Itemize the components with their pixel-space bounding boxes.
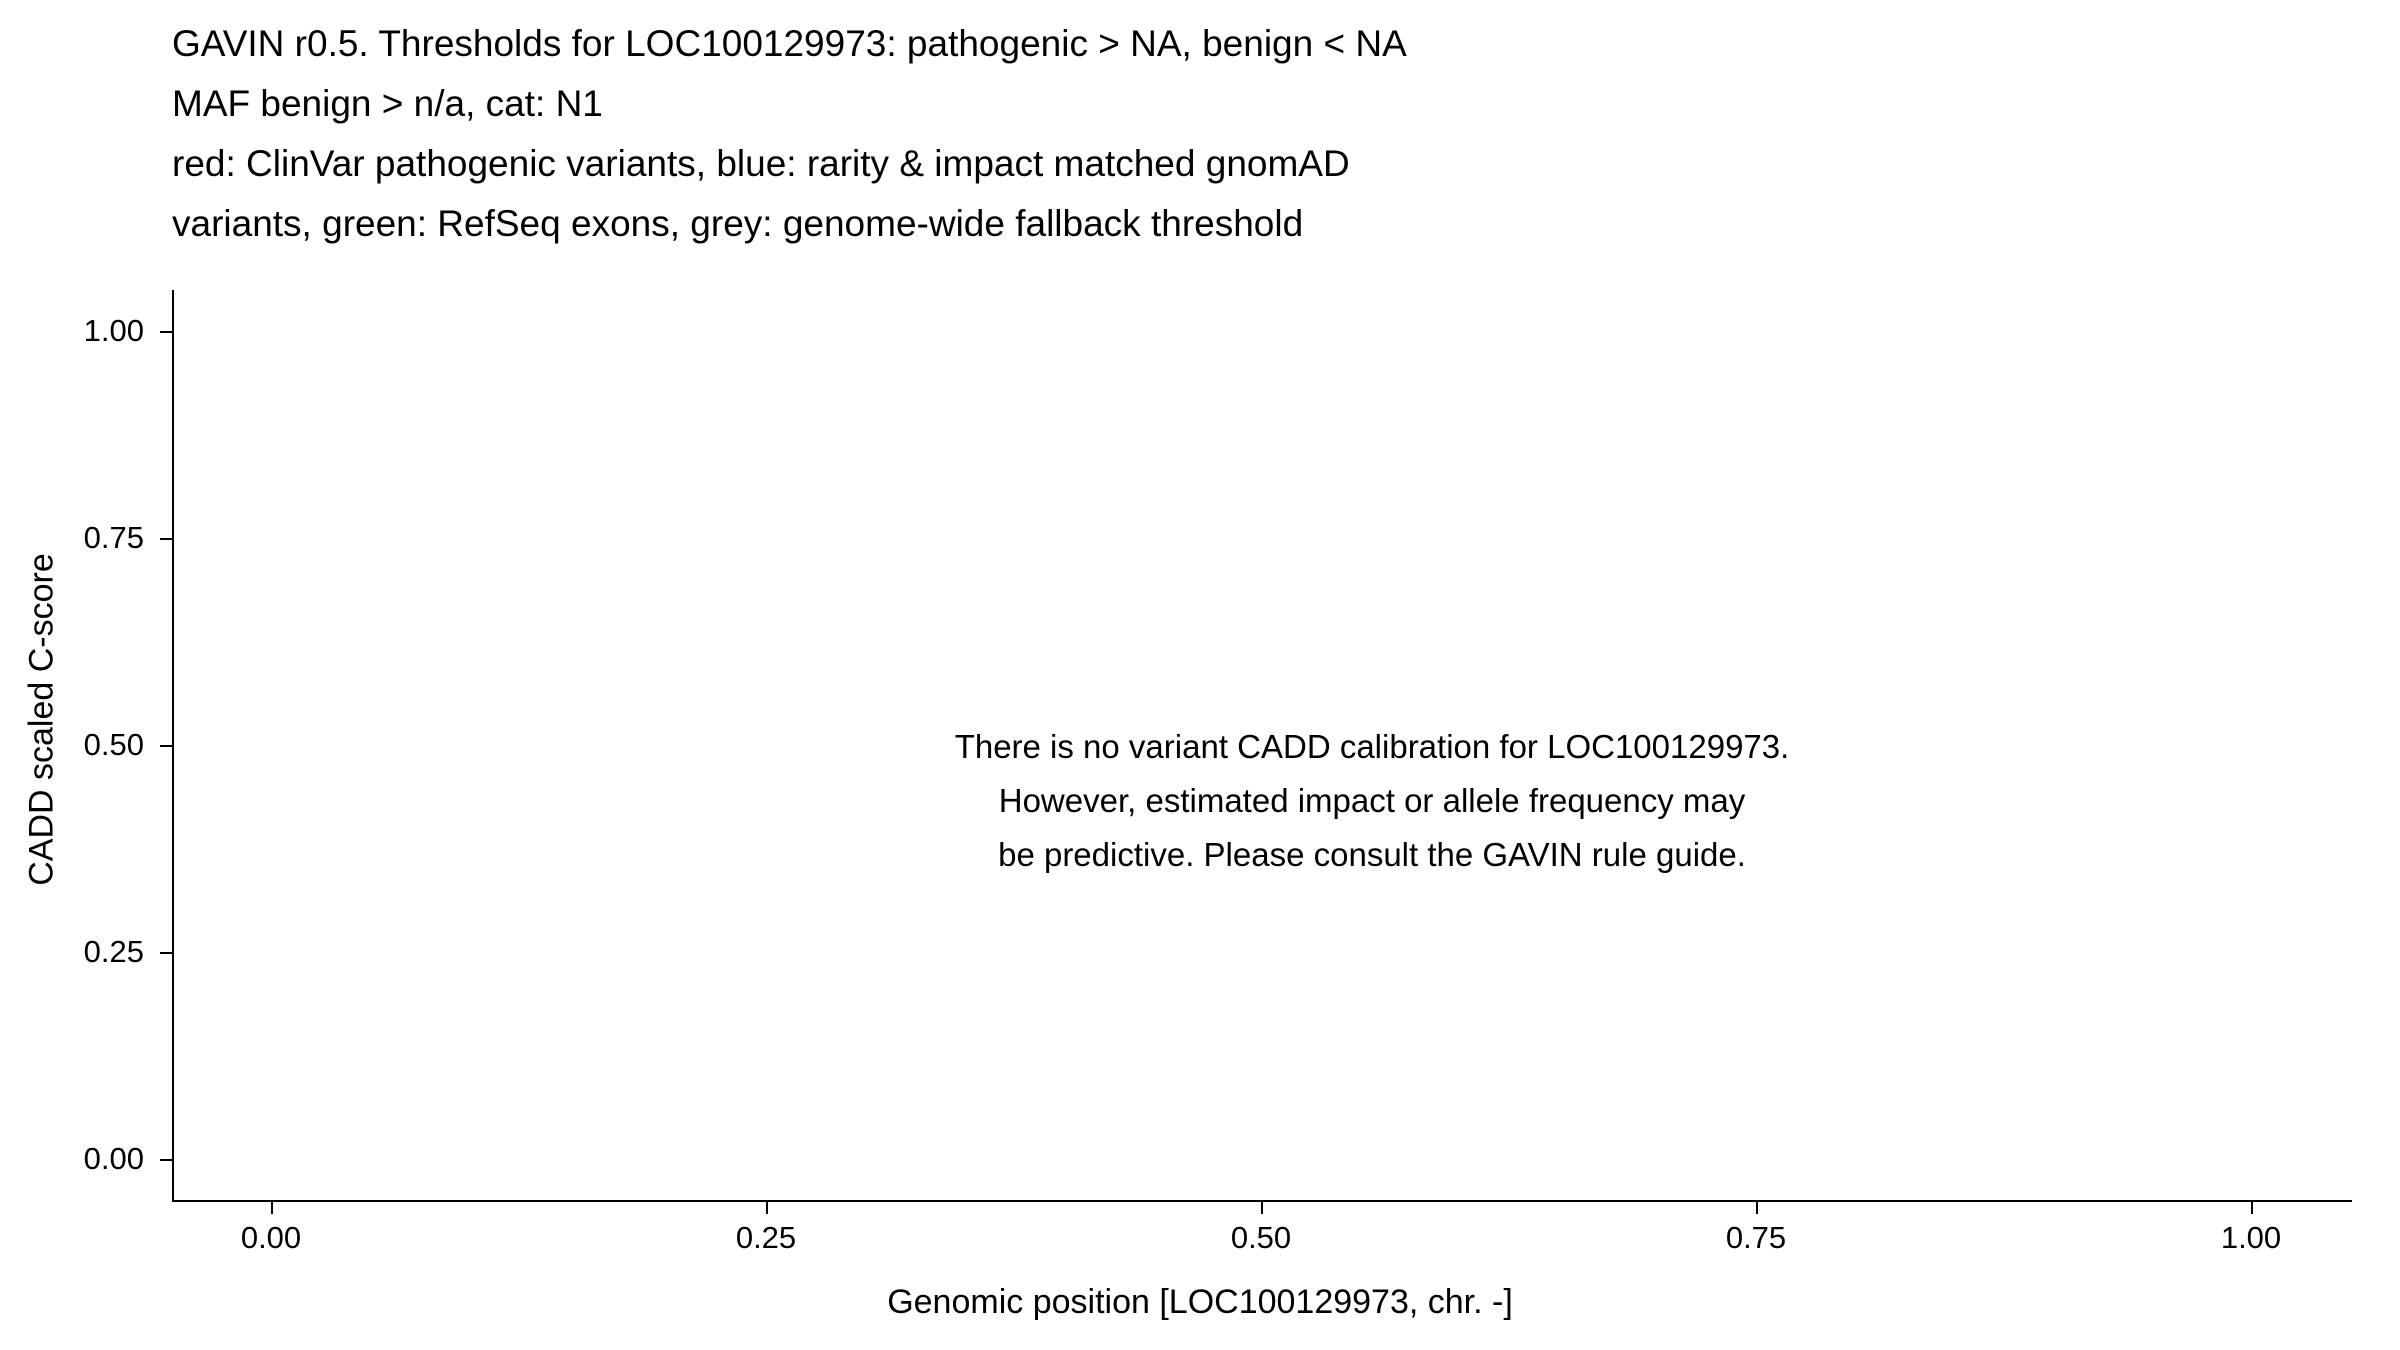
chart-title-line-4: variants, green: RefSeq exons, grey: genome-wide fallback threshold	[172, 203, 1304, 244]
y-tick-label-0.00: 0.00	[83, 1141, 144, 1176]
x-axis-title: Genomic position [LOC100129973, chr. -]	[887, 1283, 1513, 1321]
plot-annotation-line-3: be predictive. Please consult the GAVIN rule guide.	[998, 836, 1746, 873]
y-axis-line	[172, 290, 174, 1202]
x-tick-label-0.75: 0.75	[1725, 1220, 1787, 1255]
chart-title	[172, 14, 2272, 254]
x-tick-mark-0.50	[1261, 1202, 1263, 1214]
y-axis-title: CADD scaled C-score	[22, 553, 61, 886]
plot-annotation-line-2: However, estimated impact or allele frequency may	[998, 782, 1746, 819]
plot-panel	[83, 290, 2352, 1255]
chart-title-line-1: GAVIN r0.5. Thresholds for LOC100129973: pathogenic > NA, benign < NA	[172, 23, 1407, 64]
y-tick-label-1.00: 1.00	[83, 313, 144, 348]
x-tick-mark-0.00	[271, 1202, 273, 1214]
y-tick-mark-1.00	[160, 331, 172, 333]
y-tick-mark-0.25	[160, 952, 172, 954]
y-tick-label-0.75: 0.75	[83, 520, 144, 555]
y-tick-label-0.50: 0.50	[83, 727, 144, 762]
x-tick-label-0.50: 0.50	[1230, 1220, 1292, 1255]
y-tick-mark-0.75	[160, 538, 172, 540]
plot-annotation-line-1: There is no variant CADD calibration for LOC100129973.	[954, 728, 1790, 765]
x-tick-label-0.25: 0.25	[735, 1220, 797, 1255]
y-tick-label-0.25: 0.25	[83, 934, 144, 969]
y-tick-mark-0.00	[160, 1159, 172, 1161]
plot-annotation	[672, 720, 2072, 882]
x-tick-label-0.00: 0.00	[240, 1220, 302, 1255]
x-tick-label-1.00: 1.00	[2220, 1220, 2282, 1255]
x-tick-mark-1.00	[2251, 1202, 2253, 1214]
y-tick-mark-0.50	[160, 745, 172, 747]
chart-title-line-3: red: ClinVar pathogenic variants, blue: rarity & impact matched gnomAD	[172, 143, 1350, 184]
chart-title-line-2: MAF benign > n/a, cat: N1	[172, 83, 603, 124]
x-tick-mark-0.25	[766, 1202, 768, 1214]
x-tick-mark-0.75	[1756, 1202, 1758, 1214]
